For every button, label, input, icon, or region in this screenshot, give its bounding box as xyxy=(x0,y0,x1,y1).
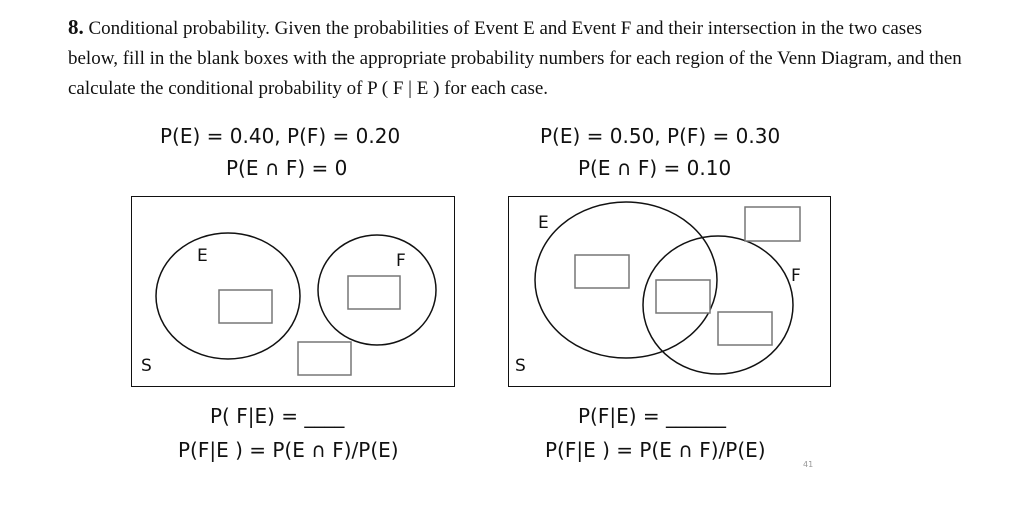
case2-intersection: P(E ∩ F) = 0.10 xyxy=(578,156,732,180)
case2-box-intersection[interactable] xyxy=(656,280,710,313)
case1-label-E: E xyxy=(197,246,208,266)
case1-label-S: S xyxy=(141,356,152,376)
case1-formula: P(F|E ) = P(E ∩ F)/P(E) xyxy=(178,438,399,462)
case2-label-E: E xyxy=(538,213,549,233)
case2-label-F: F xyxy=(791,266,801,286)
case2-box-outside[interactable] xyxy=(745,207,800,241)
case1-answer-line[interactable]: P( F|E) = ____ xyxy=(210,404,345,428)
page-number: 41 xyxy=(803,460,814,469)
case2-formula: P(F|E ) = P(E ∩ F)/P(E) xyxy=(545,438,766,462)
case2-box-F-only[interactable] xyxy=(718,312,772,345)
case1-intersection: P(E ∩ F) = 0 xyxy=(226,156,348,180)
case2-probabilities: P(E) = 0.50, P(F) = 0.30 xyxy=(540,124,781,148)
case1-label-F: F xyxy=(396,251,406,271)
case1-probabilities: P(E) = 0.40, P(F) = 0.20 xyxy=(160,124,401,148)
problem-text: Conditional probability. Given the probabilities of Event E and Event F and their intersection in the two cases below, fill in the blank boxes with the appropriate probability numbers for each region of the Venn Diagram, and then calculate the conditional probability of P ( F | E ) for each case. xyxy=(68,18,962,99)
case2-answer-line[interactable]: P(F|E) = ______ xyxy=(578,404,727,428)
case2-label-S: S xyxy=(515,356,526,376)
problem-number: 8. xyxy=(68,15,84,39)
case2-box-E-only[interactable] xyxy=(575,255,629,288)
